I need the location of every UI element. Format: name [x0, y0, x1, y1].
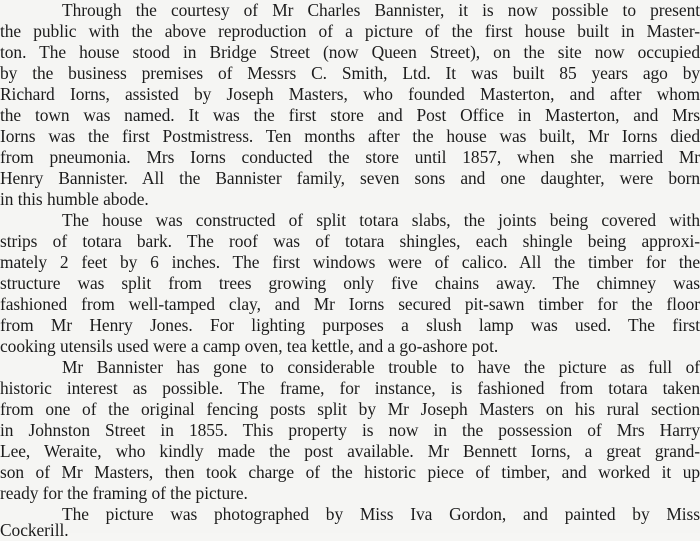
text-line: in Johnston Street in 1855. This property is now in the possession of Mrs Harry: [0, 420, 700, 440]
text-line: structure was split from trees growing only five chains away. The chimney was: [0, 273, 700, 293]
text-line: Mr Bannister has gone to considerable trouble to have the picture as full of: [62, 357, 700, 377]
text-line: Iorns was the first Postmistress. Ten months after the house was built, Mr Iorns died: [0, 126, 700, 146]
text-line: Cockerill.: [0, 520, 69, 540]
text-line: Lee, Weraite, who kindly made the post available. Mr Bennett Iorns, a great grand-: [0, 441, 700, 461]
text-line: strips of totara bark. The roof was of totara shingles, each shingle being approxi-: [0, 231, 700, 251]
text-line: The house was constructed of split totara slabs, the joints being covered with: [62, 210, 700, 230]
text-line: in this humble abode.: [0, 189, 149, 209]
text-line: cooking utensils used were a camp oven, tea kettle, and a go-ashore pot.: [0, 336, 499, 356]
text-line: Richard Iorns, assisted by Joseph Masters, who founded Masterton, and after whom: [0, 84, 700, 104]
text-line: ton. The house stood in Bridge Street (now Queen Street), on the site now occupied: [0, 42, 700, 62]
text-line: fashioned from well-tamped clay, and Mr Iorns secured pit-sawn timber for the floor: [0, 294, 700, 314]
text-line: from pneumonia. Mrs Iorns conducted the store until 1857, when she married Mr: [0, 147, 700, 167]
text-line: The picture was photographed by Miss Iva Gordon, and painted by Miss: [62, 504, 700, 524]
text-line: the public with the above reproduction of a picture of the first house built in Master-: [0, 21, 700, 41]
text-line: from Mr Henry Jones. For lighting purposes a slush lamp was used. The first: [0, 315, 700, 335]
text-line: Through the courtesy of Mr Charles Bannister, it is now possible to present: [62, 0, 700, 20]
text-line: mately 2 feet by 6 inches. The first windows were of calico. All the timber for the: [0, 252, 700, 272]
text-line: by the business premises of Messrs C. Smith, Ltd. It was built 85 years ago by: [0, 63, 700, 83]
text-line: son of Mr Masters, then took charge of the historic piece of timber, and worked it up: [0, 462, 700, 482]
text-line: the town was named. It was the first store and Post Office in Masterton, and Mrs: [0, 105, 700, 125]
text-line: Henry Bannister. All the Bannister family, seven sons and one daughter, were born: [0, 168, 700, 188]
text-line: historic interest as possible. The frame, for instance, is fashioned from totara taken: [0, 378, 700, 398]
text-line: ready for the framing of the picture.: [0, 483, 248, 503]
text-line: from one of the original fencing posts split by Mr Joseph Masters on his rural section: [0, 399, 700, 419]
